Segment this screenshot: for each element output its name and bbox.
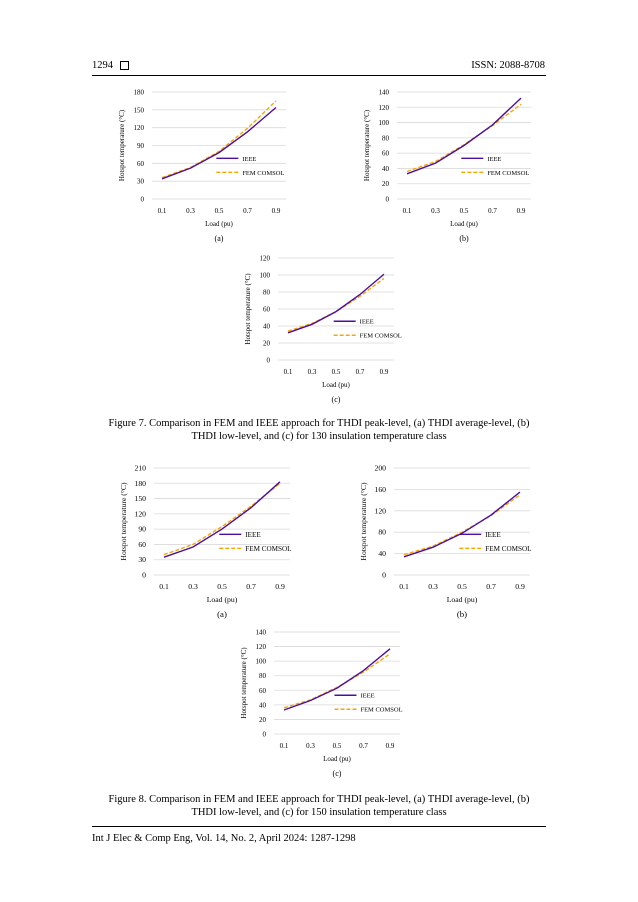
panel-label: (a) <box>214 234 224 243</box>
journal-issn: ISSN: 2088-8708 <box>471 60 545 71</box>
y-tick-label: 180 <box>134 478 146 488</box>
y-tick-label: 20 <box>259 715 266 724</box>
y-tick-label: 140 <box>255 628 266 637</box>
figure8-chart-a <box>112 458 302 623</box>
x-tick-label: 0.1 <box>279 742 289 750</box>
y-axis-label: Hotspot temperature (°C) <box>359 482 368 561</box>
x-tick-label: 0.7 <box>486 582 496 591</box>
x-tick-label: 0.5 <box>459 207 469 215</box>
x-axis-label: Load (pu) <box>323 755 351 763</box>
x-axis-label: Load (pu) <box>322 381 350 389</box>
y-tick-label: 120 <box>134 509 146 519</box>
y-tick-label: 90 <box>138 524 146 534</box>
y-tick-label: 120 <box>255 643 266 652</box>
figure8-chart-c <box>232 622 412 782</box>
y-tick-label: 210 <box>134 463 146 473</box>
x-tick-label: 0.1 <box>402 207 412 215</box>
y-tick-label: 60 <box>382 149 389 158</box>
x-tick-label: 0.3 <box>431 207 440 215</box>
figure8-caption: Figure 8. Comparison in FEM and IEEE approach for THDI peak-level, (a) THDI average-level, (b) THDI low-level, and (c) for 150 insulation temperature class <box>108 794 530 818</box>
x-tick-label: 0.1 <box>399 582 409 591</box>
x-tick-label: 0.9 <box>275 582 285 591</box>
legend-label: FEM COMSOL <box>242 169 285 177</box>
y-tick-label: 60 <box>138 539 146 549</box>
y-tick-label: 20 <box>382 180 389 189</box>
y-tick-label: 200 <box>374 463 386 473</box>
x-tick-label: 0.1 <box>159 582 169 591</box>
y-tick-label: 160 <box>374 484 386 494</box>
y-tick-label: 30 <box>138 555 146 565</box>
x-tick-label: 0.9 <box>271 207 281 215</box>
y-axis-label: Hotspot temperature (°C) <box>118 109 126 182</box>
x-tick-label: 0.7 <box>246 582 256 591</box>
figure7-chart-a <box>110 82 298 247</box>
y-tick-label: 40 <box>378 549 386 559</box>
fem-comsol-series-line <box>162 101 276 178</box>
x-tick-label: 0.7 <box>488 207 497 215</box>
y-tick-label: 0 <box>385 195 389 204</box>
x-tick-label: 0.3 <box>186 207 195 215</box>
panel-label: (a) <box>217 609 227 619</box>
x-tick-label: 0.9 <box>379 368 389 376</box>
y-tick-label: 100 <box>259 271 270 280</box>
header-square-icon <box>120 61 129 70</box>
y-tick-label: 120 <box>259 254 270 263</box>
x-tick-label: 0.1 <box>157 207 167 215</box>
footer-rule <box>92 826 546 827</box>
legend-label: IEEE <box>487 155 502 163</box>
y-tick-label: 0 <box>262 730 266 739</box>
y-tick-label: 0 <box>266 356 270 365</box>
panel-label: (c) <box>332 769 342 778</box>
legend-label: FEM COMSOL <box>487 169 530 177</box>
x-tick-label: 0.9 <box>516 207 526 215</box>
legend-label: IEEE <box>245 530 261 539</box>
panel-label: (b) <box>456 609 468 619</box>
y-tick-label: 60 <box>137 159 144 168</box>
figure7-chart-b <box>355 82 543 247</box>
y-tick-label: 90 <box>137 142 144 150</box>
x-tick-label: 0.1 <box>283 368 293 376</box>
y-tick-label: 40 <box>382 164 389 173</box>
y-tick-label: 180 <box>133 88 144 97</box>
figure7-chart-c <box>236 248 406 408</box>
x-axis-label: Load (pu) <box>206 595 238 604</box>
legend-label: FEM COMSOL <box>245 544 292 553</box>
y-axis-label: Hotspot temperature (°C) <box>244 273 252 345</box>
x-tick-label: 0.7 <box>243 207 252 215</box>
y-tick-label: 120 <box>133 124 144 133</box>
y-tick-label: 20 <box>263 339 270 348</box>
y-tick-label: 60 <box>259 686 266 695</box>
x-tick-label: 0.5 <box>331 368 341 376</box>
y-tick-label: 60 <box>263 305 270 314</box>
legend-label: FEM COMSOL <box>485 544 532 553</box>
x-tick-label: 0.5 <box>332 742 342 750</box>
figure8-chart-b <box>352 458 542 623</box>
x-axis-label: Load (pu) <box>450 220 478 228</box>
x-axis-label: Load (pu) <box>446 595 478 604</box>
panel-label: (c) <box>331 395 341 404</box>
y-tick-label: 80 <box>259 672 266 681</box>
x-tick-label: 0.3 <box>307 368 317 376</box>
y-axis-label: Hotspot temperature (°C) <box>240 647 248 719</box>
y-axis-label: Hotspot temperature (°C) <box>363 109 371 182</box>
y-tick-label: 40 <box>263 322 270 331</box>
y-tick-label: 40 <box>259 701 266 710</box>
y-axis-label: Hotspot temperature (°C) <box>119 482 128 561</box>
legend-label: FEM COMSOL <box>360 706 403 714</box>
page-number: 1294 <box>92 60 113 71</box>
figure7-caption: Figure 7. Comparison in FEM and IEEE approach for THDI peak-level, (a) THDI average-level, (b) THDI low-level, and (c) for 130 insulation temperature class <box>108 418 530 442</box>
y-tick-label: 0 <box>142 570 146 580</box>
legend-label: FEM COMSOL <box>359 332 402 340</box>
panel-label: (b) <box>459 234 469 243</box>
footer-citation: Int J Elec & Comp Eng, Vol. 14, No. 2, April 2024: 1287-1298 <box>92 833 356 844</box>
header-rule <box>92 75 546 76</box>
ieee-series-line <box>284 649 390 710</box>
y-tick-label: 120 <box>378 103 389 112</box>
legend-label: IEEE <box>485 530 501 539</box>
y-tick-label: 100 <box>378 119 389 128</box>
y-tick-label: 0 <box>140 195 144 204</box>
x-tick-label: 0.3 <box>306 742 315 750</box>
y-tick-label: 30 <box>137 177 144 186</box>
x-tick-label: 0.3 <box>188 582 198 591</box>
ieee-series-line <box>407 98 521 174</box>
y-tick-label: 120 <box>374 506 386 516</box>
y-tick-label: 150 <box>133 106 144 115</box>
y-tick-label: 150 <box>134 494 146 504</box>
x-tick-label: 0.5 <box>457 582 467 591</box>
x-tick-label: 0.5 <box>214 207 224 215</box>
legend-label: IEEE <box>242 155 257 163</box>
y-tick-label: 80 <box>263 288 270 297</box>
x-tick-label: 0.7 <box>359 742 368 750</box>
x-tick-label: 0.9 <box>515 582 525 591</box>
x-tick-label: 0.7 <box>355 368 365 376</box>
y-tick-label: 0 <box>382 570 386 580</box>
legend-label: IEEE <box>359 318 374 326</box>
y-tick-label: 80 <box>382 134 389 143</box>
x-tick-label: 0.3 <box>428 582 438 591</box>
x-axis-label: Load (pu) <box>205 220 233 228</box>
legend-label: IEEE <box>360 692 375 700</box>
y-tick-label: 80 <box>378 527 386 537</box>
y-tick-label: 100 <box>255 657 266 666</box>
x-tick-label: 0.5 <box>217 582 227 591</box>
x-tick-label: 0.9 <box>385 742 395 750</box>
y-tick-label: 140 <box>378 88 389 97</box>
